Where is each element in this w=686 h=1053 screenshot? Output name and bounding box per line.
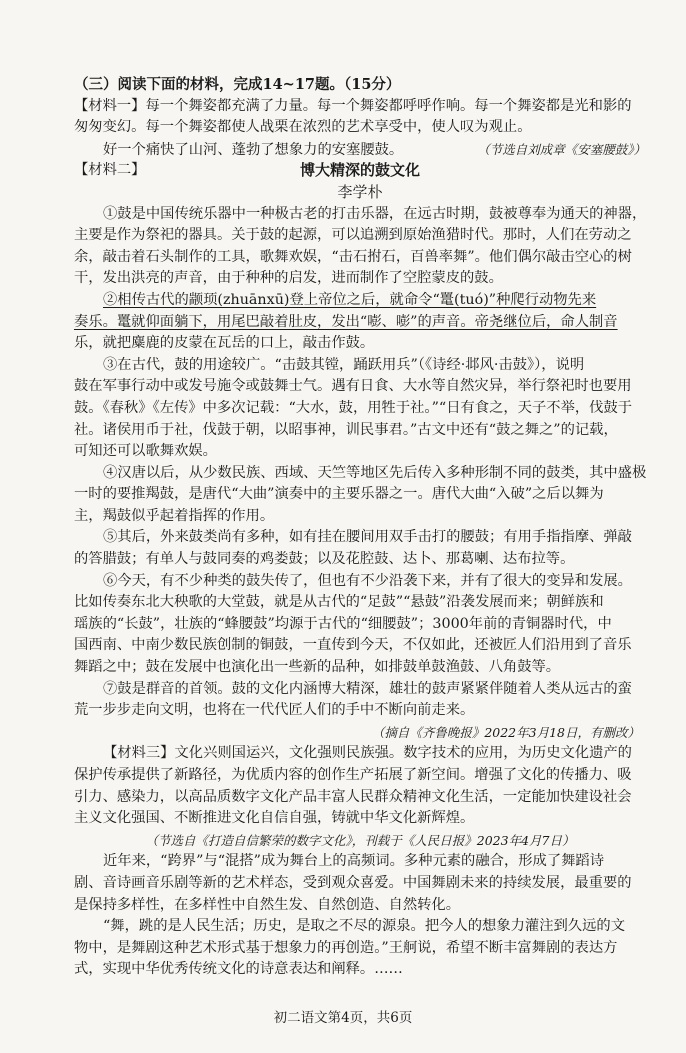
paragraph-line: 舞蹈之中；鼓在发展中也演化出一些新的品种，如排鼓单鼓渔鼓、八角鼓等。 [74,659,561,676]
paragraph-4 [74,463,646,528]
tail-line: 是保持多样性，在多样性中自然生发、自然创造、自然转化。 [74,896,461,913]
paragraph-line: ⑥今天，有不少种类的鼓失传了，但也有不少沿袭下来，并有了很大的变异和发展。 [103,572,632,589]
paragraph-5 [74,527,646,570]
paragraph-1 [74,204,646,290]
question-header: （三）阅读下面的材料，完成14~17题。（15分） [74,76,401,93]
paragraph-line: ③在古代，鼓的用途较广。“击鼓其镗，踊跃用兵”（《诗经·邶风·击鼓》），说明 [103,356,585,373]
underlined-text: ②相传古代的颛顼(zhuānxū)登上帝位之后，就命令“鼍(tuó)”种爬行动物先来 [103,291,597,308]
paragraph-line: 可知还可以歌舞欢娱。 [74,443,217,460]
article-title: 博大精深的鼓文化 [299,161,420,180]
article-author: 李学朴 [337,182,383,201]
paragraph-line: 干，发出洪亮的声音，由于种种的启发，进而制作了空腔蒙皮的鼓。 [74,270,503,287]
paragraph-line-underlined [74,312,646,334]
paragraph-line-underlined [74,290,646,312]
paragraph-line: 国西南、中南少数民族创制的铜鼓，一直传到今天，不仅如此，还被匠人们沿用到了音乐 [74,637,632,654]
tail-line: 剧、音诗画音乐剧等新的艺术样态，受到观众喜爱。中国舞剧未来的持续发展，最重要的 [74,874,632,891]
paragraph-2 [74,290,646,355]
paragraph-line: 余，敲击着石头制作的工具，歌舞欢娱，“击石拊石，百兽率舞”。他们偶尔敲击空心的树 [74,248,632,265]
paragraph-line: 荒一步步走向文明，也将在一代代匠人们的手中不断向前走来。 [74,702,475,719]
paragraph-line: 乐，就把麋鹿的皮蒙在瓦岳的口上，敲击作鼓。 [74,335,375,352]
material-1-line: 匆匆变幻。每一个舞姿都使人战栗在浓烈的艺术享受中，使人叹为观止。 [74,119,532,136]
material-3-line: 【材料三】文化兴则国运兴，文化强则民族强。数字技术的应用，为历史文化遗产的 [103,745,632,762]
material-1-line: 【材料一】每一个舞姿都充满了力量。每一个舞姿都呼呼作响。每一个舞姿都是光和影的 [74,97,632,114]
material-2-label: 【材料二】 [74,162,146,179]
paragraph-line: ⑦鼓是群音的首领。鼓的文化内涵博大精深，雄壮的鼓声紧紧伴随着人类从远古的蛮 [103,680,632,697]
underlined-text: 奏乐。鼍就仰面躺下，用尾巴敲着肚皮，发出“嘭、嘭”的声音。帝尧继位后，命人制音 [74,313,618,330]
paragraph-line: ①鼓是中国传统乐器中一种极古老的打击乐器，在远古时期，鼓被尊奉为通天的神器， [103,205,646,222]
paragraph-line: 主要是作为祭祀的器具。关于鼓的起源，可以追溯到原始渔猎时代。那时，人们在劳动之 [74,227,632,244]
paragraph-line: 鼓。《春秋》《左传》中多次记载：“大水，鼓，用牲于社。”“日有食之，天子不举，伐鼓于 [74,399,633,416]
material-2 [74,160,646,743]
tail-line: 近年来，“跨界”与“混搭”成为舞台上的高频词。多种元素的融合，形成了舞蹈诗 [103,853,605,870]
tail-line: “舞，跳的是人民生活；历史，是取之不尽的源泉。把今人的想象力灌注到久远的文 [103,918,625,935]
material-3-line: 保护传承提供了新路径，为优质内容的创作生产拓展了新空间。增强了文化的传播力、吸 [74,767,632,783]
paragraph-line: ⑤其后，外来鼓类尚有多种，如有挂在腰间用双手击打的腰鼓；有用手指指摩、弹敲 [103,529,632,546]
paragraph-line: 社。诸侯用币于社，伐鼓于朝，以昭事神，训民事君。”古文中还有“鼓之舞之”的记载， [74,421,618,438]
material-2-title-row [74,160,646,182]
paragraph-line: 鼓在军事行动中或发号施令或鼓舞士气。遇有日食、大水等自然灾异，举行祭祀时也要用 [74,378,632,395]
material-2-source: （摘自《齐鲁晚报》2022年3月18日，有删改） [371,724,640,740]
page-footer: 初二语文第4页，共6页 [273,1010,413,1026]
paragraph-line: 瑶族的“长鼓”，壮族的“蜂腰鼓”均源于古代的“细腰鼓”；3000年前的青铜器时代，中 [74,615,612,632]
paragraph-line: ④汉唐以后，从少数民族、西域、天竺等地区先后传入多种形制不同的鼓类，其中盛极 [103,464,646,481]
material-3-source: （节选自《打造自信繁荣的数字文化》，刊载于《人民日报》2023年4月7日） [145,832,575,848]
tail-line: 物中，是舞剧这种艺术形式基于想象力的再创造。”王舸说，希望不断丰富舞剧的表达方 [74,939,618,956]
material-1 [74,96,646,161]
tail-text [74,851,646,981]
paragraph-line: 一时的要推羯鼓，是唐代“大曲”演奏中的主要乐器之一。唐代大曲“入破”之后以舞为 [74,486,604,503]
paragraph-line: 比如传奏东北大秧歌的大堂鼓，就是从古代的“足鼓”“悬鼓”沿袭发展而来；朝鲜族和 [74,594,604,611]
paragraph-line: 主，羯鼓似乎起着指挥的作用。 [74,507,275,524]
material-3-line: 引力、感染力，以高品质数字文化产品丰富人民群众精神文化生活，一定能加快建设社会 [74,788,632,805]
paragraph-line: 的答腊鼓；有单人与鼓同奏的鸡娄鼓；以及花腔鼓、达卜、那葛喇、达布拉等。 [74,551,575,568]
paragraph-6 [74,571,646,679]
tail-line: 式，实现中华优秀传统文化的诗意表达和阐释。…… [74,961,403,978]
material-3-line: 主义文化强国、不断推进文化自信自强，铸就中华文化新辉煌。 [74,810,475,827]
material-1-source: （节选自刘成章《安塞腰鼓》） [477,141,646,157]
material-1-line: 好一个痛快了山河、蓬勃了想象力的安塞腰鼓。 [103,141,404,158]
paragraph-3 [74,355,646,463]
material-1-last-row [74,139,646,161]
paragraph-7 [74,679,646,722]
material-3 [74,743,646,851]
